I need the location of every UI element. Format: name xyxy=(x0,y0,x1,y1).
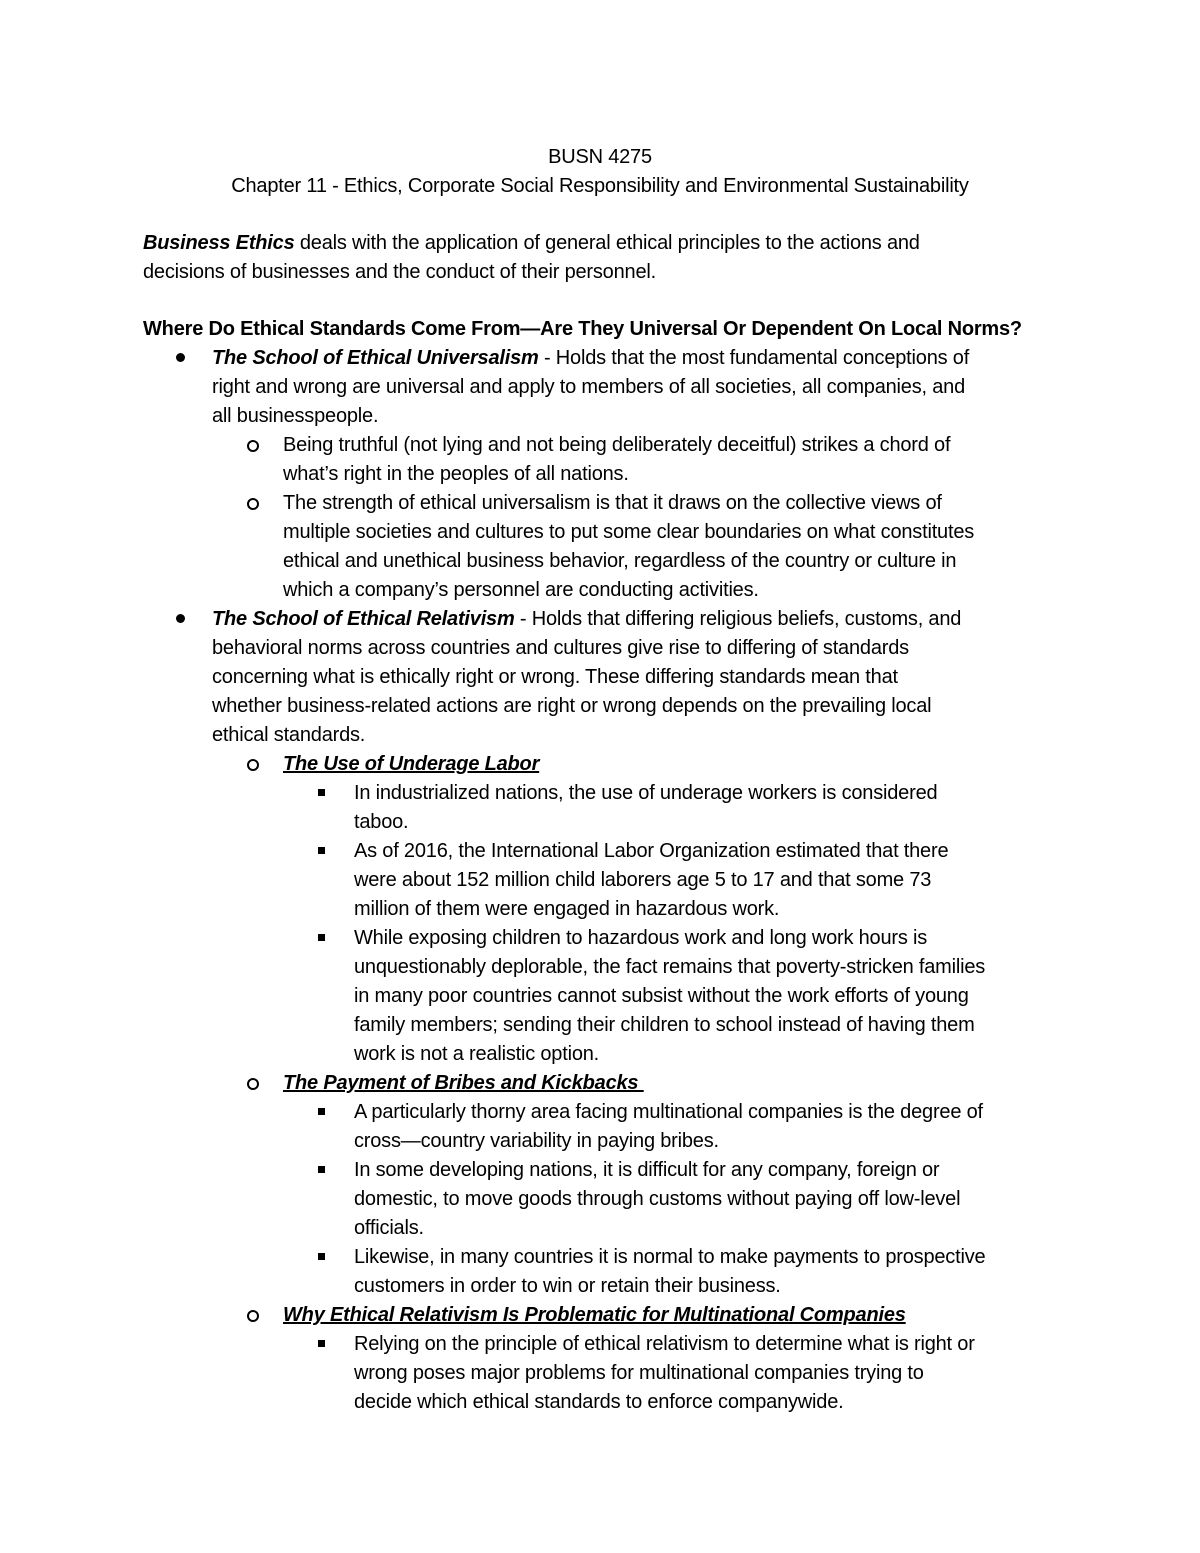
bribes-p2-line-1: In some developing nations, it is difficult for any company, foreign or xyxy=(354,1159,940,1181)
bullet-square-icon xyxy=(318,789,325,796)
bullet-circle-icon xyxy=(247,759,259,771)
section-heading: Where Do Ethical Standards Come From—Are They Universal Or Dependent On Local Norms? xyxy=(143,318,1022,340)
underage-p3-line-3: in many poor countries cannot subsist without the work efforts of young xyxy=(354,985,969,1007)
bribes-p2-line-3: officials. xyxy=(354,1217,424,1239)
bullet-square-icon xyxy=(318,1340,325,1347)
universalism-line-2: right and wrong are universal and apply to members of all societies, all companies, and xyxy=(212,376,966,398)
bullet-circle-icon xyxy=(247,1310,259,1322)
business-ethics-term: Business Ethics xyxy=(143,232,295,254)
relativism-line-1-text: - Holds that differing religious beliefs, customs, and xyxy=(514,608,962,630)
underage-p1-line-1: In industrialized nations, the use of underage workers is considered xyxy=(354,782,938,804)
problematic-p1-line-2: wrong poses major problems for multinational companies trying to xyxy=(354,1362,924,1384)
bribes-p3-line-2: customers in order to win or retain their business. xyxy=(354,1275,781,1297)
bullet-circle-icon xyxy=(247,498,259,510)
bullet-square-icon xyxy=(318,847,325,854)
bullet-circle-icon xyxy=(247,1078,259,1090)
problematic-p1-line-1: Relying on the principle of ethical relativism to determine what is right or xyxy=(354,1333,975,1355)
universalism-line-3: all businesspeople. xyxy=(212,405,379,427)
universalism-sub-1-line-1: Being truthful (not lying and not being deliberately deceitful) strikes a chord of xyxy=(283,434,951,456)
bribes-title: The Payment of Bribes and Kickbacks xyxy=(283,1072,644,1094)
universalism-sub-1-line-2: what’s right in the peoples of all nations. xyxy=(283,463,629,485)
underage-p3-line-1: While exposing children to hazardous work and long work hours is xyxy=(354,927,928,949)
relativism-line-5: ethical standards. xyxy=(212,724,366,746)
bullet-dot-icon xyxy=(176,614,185,623)
bullet-dot-icon xyxy=(176,353,185,362)
relativism-term: The School of Ethical Relativism xyxy=(212,608,515,630)
bullet-square-icon xyxy=(318,934,325,941)
bullet-square-icon xyxy=(318,1166,325,1173)
underage-p3-line-5: work is not a realistic option. xyxy=(354,1043,600,1065)
bullet-circle-icon xyxy=(247,440,259,452)
universalism-sub-2-line-4: which a company’s personnel are conducting activities. xyxy=(283,579,759,601)
bribes-p1-line-2: cross—country variability in paying bribes. xyxy=(354,1130,719,1152)
bullet-square-icon xyxy=(318,1108,325,1115)
underage-p2-line-1: As of 2016, the International Labor Organization estimated that there xyxy=(354,840,949,862)
intro-paragraph-line-2: decisions of businesses and the conduct of their personnel. xyxy=(143,261,656,283)
intro-paragraph-line-1 xyxy=(143,229,920,258)
universalism-sub-2-line-3: ethical and unethical business behavior, regardless of the country or culture in xyxy=(283,550,957,572)
relativism-line-2: behavioral norms across countries and cultures give rise to differing of standards xyxy=(212,637,909,659)
bullet-square-icon xyxy=(318,1253,325,1260)
universalism-sub-2-line-1: The strength of ethical universalism is that it draws on the collective views of xyxy=(283,492,942,514)
universalism-line-1 xyxy=(212,344,969,373)
course-title: BUSN 4275 xyxy=(548,146,652,168)
underage-p3-line-4: family members; sending their children to school instead of having them xyxy=(354,1014,975,1036)
underage-p3-line-2: unquestionably deplorable, the fact remains that poverty-stricken families xyxy=(354,956,986,978)
relativism-line-1 xyxy=(212,605,961,634)
problematic-title: Why Ethical Relativism Is Problematic for Multinational Companies xyxy=(283,1304,906,1326)
underage-p2-line-2: were about 152 million child laborers age 5 to 17 and that some 73 xyxy=(354,869,932,891)
universalism-sub-2-line-2: multiple societies and cultures to put some clear boundaries on what constitutes xyxy=(283,521,975,543)
underage-p1-line-2: taboo. xyxy=(354,811,409,833)
intro-line-1-text: deals with the application of general ethical principles to the actions and xyxy=(294,232,920,254)
relativism-line-4: whether business-related actions are right or wrong depends on the prevailing local xyxy=(212,695,932,717)
bribes-p1-line-1: A particularly thorny area facing multinational companies is the degree of xyxy=(354,1101,983,1123)
underage-labor-title: The Use of Underage Labor xyxy=(283,753,540,775)
bribes-p2-line-2: domestic, to move goods through customs without paying off low-level xyxy=(354,1188,961,1210)
universalism-term: The School of Ethical Universalism xyxy=(212,347,539,369)
underage-p2-line-3: million of them were engaged in hazardous work. xyxy=(354,898,780,920)
universalism-line-1-text: - Holds that the most fundamental conceptions of xyxy=(538,347,970,369)
problematic-p1-line-3: decide which ethical standards to enforce companywide. xyxy=(354,1391,844,1413)
bribes-p3-line-1: Likewise, in many countries it is normal to make payments to prospective xyxy=(354,1246,986,1268)
relativism-line-3: concerning what is ethically right or wrong. These differing standards mean that xyxy=(212,666,898,688)
chapter-title: Chapter 11 - Ethics, Corporate Social Responsibility and Environmental Sustainability xyxy=(231,175,969,197)
